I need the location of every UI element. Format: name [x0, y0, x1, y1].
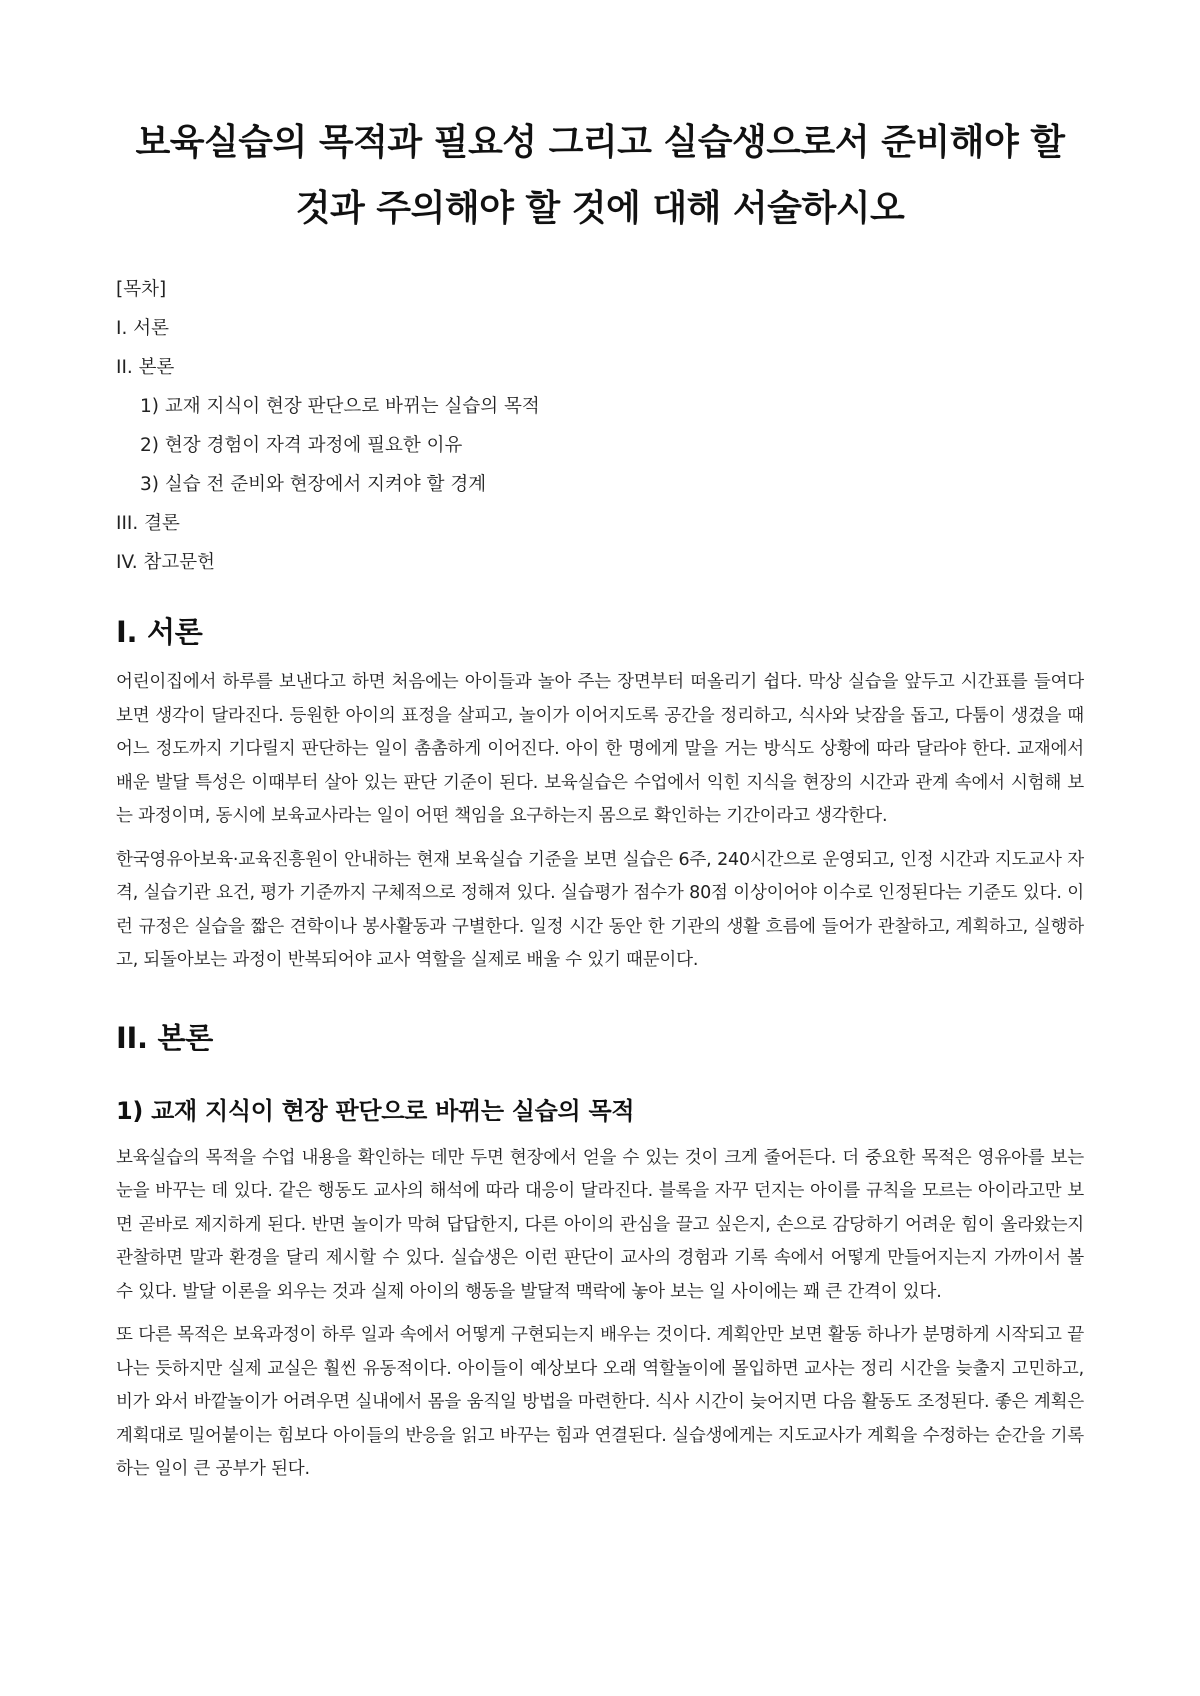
body-paragraph: 또 다른 목적은 보육과정이 하루 일과 속에서 어떻게 구현되는지 배우는 것이다. 계획안만 보면 활동 하나가 분명하게 시작되고 끝나는 듯하지만 실제 교실은 훨씬 유동적이다. 아이들이 예상보다 오래 역할놀이에 몰입하면 교사는 정리 시간을 늦출지 고민하고, 비가 와서 바깥놀이가 어려우면 실내에서 몸을 움직일 방법을 마련한다. 식사 시간이 늦어지면 다음 활동도 조정된다. 좋은 계획은 계획대로 밀어붙이는 힘보다 아이들의 반응을 읽고 바꾸는 힘과 연결된다. 실습생에게는 지도교사가 계획을 수정하는 순간을 기록하는 일이 큰 공부가 된다.: [116, 1325, 1084, 1479]
toc-item: III. 결론: [116, 513, 180, 534]
toc-heading: [목차]: [116, 279, 167, 300]
subsection-heading: 1) 교재 지식이 현장 판단으로 바뀌는 실습의 목적: [116, 1096, 635, 1125]
document-page: [116, 110, 1084, 1497]
body-paragraph: 한국영유아보육·교육진흥원이 안내하는 현재 보육실습 기준을 보면 실습은 6주, 240시간으로 운영되고, 인정 시간과 지도교사 자격, 실습기관 요건, 평가 기준까지 구체적으로 정해져 있다. 실습평가 점수가 80점 이상이어야 이수로 인정된다는 기준도 있다. 이런 규정은 실습을 짧은 견학이나 봉사활동과 구별한다. 일정 시간 동안 한 기관의 생활 흐름에 들어가 관찰하고, 계획하고, 실행하고, 되돌아보는 과정이 반복되어야 교사 역할을 실제로 배울 수 있기 때문이다.: [116, 849, 1084, 970]
section-heading-intro: I. 서론: [116, 615, 203, 649]
body-paragraph: 보육실습의 목적을 수업 내용을 확인하는 데만 두면 현장에서 얻을 수 있는 것이 크게 줄어든다. 더 중요한 목적은 영유아를 보는 눈을 바꾸는 데 있다. 같은 행동도 교사의 해석에 따라 대응이 달라진다. 블록을 자꾸 던지는 아이를 규칙을 모르는 아이라고만 보면 곧바로 제지하게 된다. 반면 놀이가 막혀 답답한지, 다른 아이의 관심을 끌고 싶은지, 손으로 감당하기 어려운 힘이 올라왔는지 관찰하면 말과 환경을 달리 제시할 수 있다. 실습생은 이런 판단이 교사의 경험과 기록 속에서 어떻게 만들어지는지 가까이서 볼 수 있다. 발달 이론을 외우는 것과 실제 아이의 행동을 발달적 맥락에 놓아 보는 일 사이에는 꽤 큰 간격이 있다.: [116, 1147, 1084, 1302]
table-of-contents: [116, 270, 1084, 582]
toc-item: 3) 실습 전 준비와 현장에서 지켜야 할 경계: [140, 474, 487, 495]
toc-item: I. 서론: [116, 318, 169, 339]
body-paragraph: 어린이집에서 하루를 보낸다고 하면 처음에는 아이들과 놀아 주는 장면부터 떠올리기 쉽다. 막상 실습을 앞두고 시간표를 들여다보면 생각이 달라진다. 등원한 아이의 표정을 살피고, 놀이가 이어지도록 공간을 정리하고, 식사와 낮잠을 돕고, 다툼이 생겼을 때 어느 정도까지 기다릴지 판단하는 일이 촘촘하게 이어진다. 아이 한 명에게 말을 거는 방식도 상황에 따라 달라야 한다. 교재에서 배운 발달 특성은 이때부터 살아 있는 판단 기준이 된다. 보육실습은 수업에서 익힌 지식을 현장의 시간과 관계 속에서 시험해 보는 과정이며, 동시에 보육교사라는 일이 어떤 책임을 요구하는지 몸으로 확인하는 기간이라고 생각한다.: [116, 672, 1084, 826]
toc-item: IV. 참고문헌: [116, 552, 215, 573]
section-heading-body: II. 본론: [116, 1020, 213, 1055]
toc-item: 2) 현장 경험이 자격 과정에 필요한 이유: [140, 435, 463, 456]
document-title: 보육실습의 목적과 필요성 그리고 실습생으로서 준비해야 할 것과 주의해야 할 것에 대해 서술하시오: [135, 122, 1065, 229]
toc-item: 1) 교재 지식이 현장 판단으로 바뀌는 실습의 목적: [140, 396, 540, 417]
toc-item: II. 본론: [116, 357, 175, 378]
